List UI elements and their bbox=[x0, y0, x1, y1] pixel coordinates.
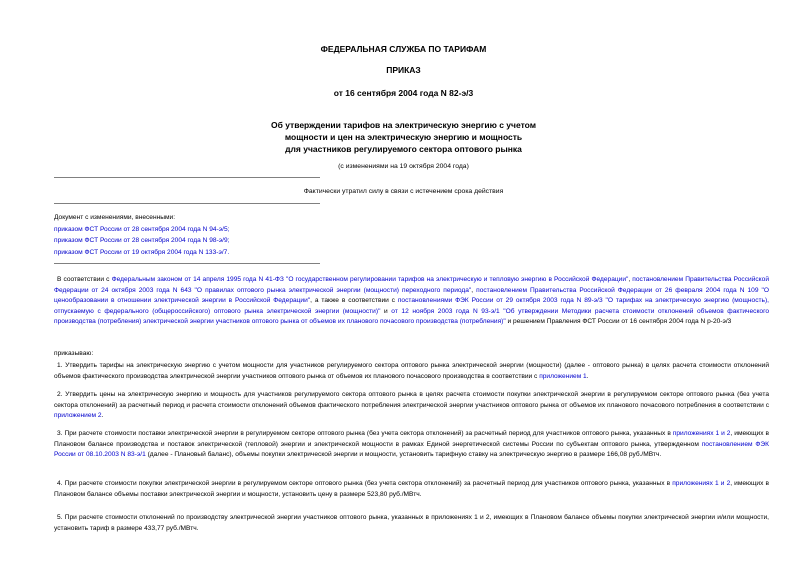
divider bbox=[54, 263, 320, 264]
amendment-link[interactable]: приказом ФСТ России от 19 октября 2004 года N 133-э/7. bbox=[54, 248, 230, 256]
title-line: для участников регулируемого сектора оптового рынка bbox=[285, 144, 522, 154]
document-title bbox=[0, 119, 807, 155]
fek-resolution-link[interactable]: постановлениями ФЭК России от 29 октября 2003 года N 89-э/3 "О тарифах на электрическую энергию (мощность), отпускаемую с федерального (общероссийского) оптового рынка электрической энергии (мощности)" bbox=[54, 297, 769, 315]
divider bbox=[54, 177, 320, 178]
document-date-number: от 16 сентября 2004 года N 82-э/3 bbox=[333, 88, 474, 98]
law-link[interactable]: Федеральным законом от 14 апреля 1995 года N 41-ФЗ "О государственном регулировании тарифов на электрическую и тепловую энергию в Российской Федерации" bbox=[111, 276, 629, 283]
appendix-link[interactable]: приложениях 1 и 2 bbox=[672, 430, 731, 437]
item-3: 3. При расчете стоимости поставки электрической энергии в регулируемом секторе оптового рынка (без учета сектора отклонений) за расчетный период для участников оптового рынка, указанных в приложениях 1 и 2, имеющих в Плановом балансе производства и поставок электрической (тепловой) энергии и электрической мощности в рамках Единой энергетической системы России по субъектам оптового рынка, утвержденном постановлением ФЭК России от 08.10.2003 N 83-э/1 (далее - Плановый баланс), объемы покупки электрической энергии и мощности, установить тарифную ставку на электрическую энергию в размере 166,08 руб./МВтч. bbox=[54, 430, 769, 458]
item-2: 2. Утвердить цены на электрическую энергию и мощность для участников регулируемого сектора оптового рынка в целях расчета стоимости покупки электрической энергии в регулируемом секторе оптового рынка (без учета сектора отклонений) за расчетный период и расчета стоимости отклонений объемов фактического потребления электрической энергии участников оптового рынка от объемов их планового почасового потребления в соответствии с приложением 2. bbox=[54, 391, 769, 419]
appendix-link[interactable]: приложением 1 bbox=[539, 372, 587, 380]
amendment-link[interactable]: приказом ФСТ России от 28 сентября 2004 года N 98-э/9; bbox=[54, 237, 230, 244]
title-line: мощности и цен на электрическую энергию и мощность bbox=[284, 132, 523, 142]
fek-resolution-link[interactable]: от 12 ноября 2003 года N 93-э/1 "Об утверждении Методики расчета стоимости отклонений объемов фактического производства (потребления) электрической энергии участников оптового рынка от объемов их планового почасового производства (потребления)" bbox=[54, 307, 769, 325]
divider bbox=[54, 203, 320, 204]
resolution-link[interactable]: постановлением ФЭК России от 08.10.2003 N 83-э/1 bbox=[54, 440, 769, 458]
amendments-intro: Документ с изменениями, внесенными: bbox=[54, 214, 176, 221]
appendix-link[interactable]: приложениях 1 и 2 bbox=[672, 480, 731, 487]
status-note: Фактически утратил силу в связи с истечением срока действия bbox=[303, 188, 504, 195]
preamble-paragraph: В соответствии с Федеральным законом от 14 апреля 1995 года N 41-ФЗ "О государственном регулировании тарифов на электрическую и тепловую энергию в Российской Федерации", постановлением Правительства Российской Федерации от 24 октября 2003 года N 643 "О правилах оптового рынка электрической энергии (мощности) переходного периода", постановлением Правительства Российской Федерации от 26 февраля 2004 года N 109 "О ценообразовании в отношении электрической энергии в Российской Федерации", а также в соответствии с постановлениями ФЭК России от 29 октября 2003 года N 89-э/3 "О тарифах на электрическую энергию (мощность), отпускаемую с федерального (общероссийского) оптового рынка электрической энергии (мощности)" и от 12 ноября 2003 года N 93-э/1 "Об утверждении Методики расчета стоимости отклонений объемов фактического производства (потребления) электрической энергии участников оптового рынка от объемов их планового почасового производства (потребления)" и решением Правления ФСТ России от 16 сентября 2004 года N р-20-э/3 bbox=[54, 276, 770, 325]
amendments-block bbox=[54, 212, 229, 258]
document-type: ПРИКАЗ bbox=[386, 65, 421, 75]
amendment-note: (с изменениями на 19 октября 2004 года) bbox=[338, 163, 469, 170]
title-line: Об утверждении тарифов на электрическую энергию с учетом bbox=[271, 120, 536, 130]
item-5: 5. При расчете стоимости отклонений по производству электрической энергии участников оптового рынка, указанных в приложениях 1 и 2, имеющих в Плановом балансе объемы покупки электрической энергии и/или мощности, установить тариф в размере 433,77 руб./МВтч. bbox=[54, 514, 769, 532]
item-1: 1. Утвердить тарифы на электрическую энергию с учетом мощности для участников регулируемого сектора оптового рынка электрической энергии (мощности) (далее - оптового рынка) в целях расчета стоимости отклонений объемов фактического производства электрической энергии участников оптового рынка от объемов их планового почасового производства в соответствии с приложением 1. bbox=[54, 362, 769, 380]
item-4: 4. При расчете стоимости покупки электрической энергии в регулируемом секторе оптового рынка (без учета сектора отклонений) за расчетный период для участников оптового рынка, указанных в приложениях 1 и 2, имеющих в Плановом балансе объемы поставки электрической энергии и мощности, установить цену в размере 523,80 руб./МВтч. bbox=[54, 480, 769, 498]
resolution-link[interactable]: постановлением Правительства Российской Федерации от 24 октября 2003 года N 643 "О правилах оптового рынка электрической энергии (мощности) переходного периода" bbox=[54, 276, 769, 294]
issuing-agency: ФЕДЕРАЛЬНАЯ СЛУЖБА ПО ТАРИФАМ bbox=[320, 44, 487, 54]
resolution-link[interactable]: постановлением Правительства Российской Федерации от 26 февраля 2004 года N 109 "О ценообразовании в отношении электрической энергии в Российской Федерации" bbox=[54, 286, 770, 304]
orders-label: приказываю: bbox=[54, 350, 94, 357]
appendix-link[interactable]: приложением 2 bbox=[54, 412, 102, 419]
amendment-link[interactable]: приказом ФСТ России от 28 сентября 2004 года N 94-э/5; bbox=[54, 225, 230, 233]
